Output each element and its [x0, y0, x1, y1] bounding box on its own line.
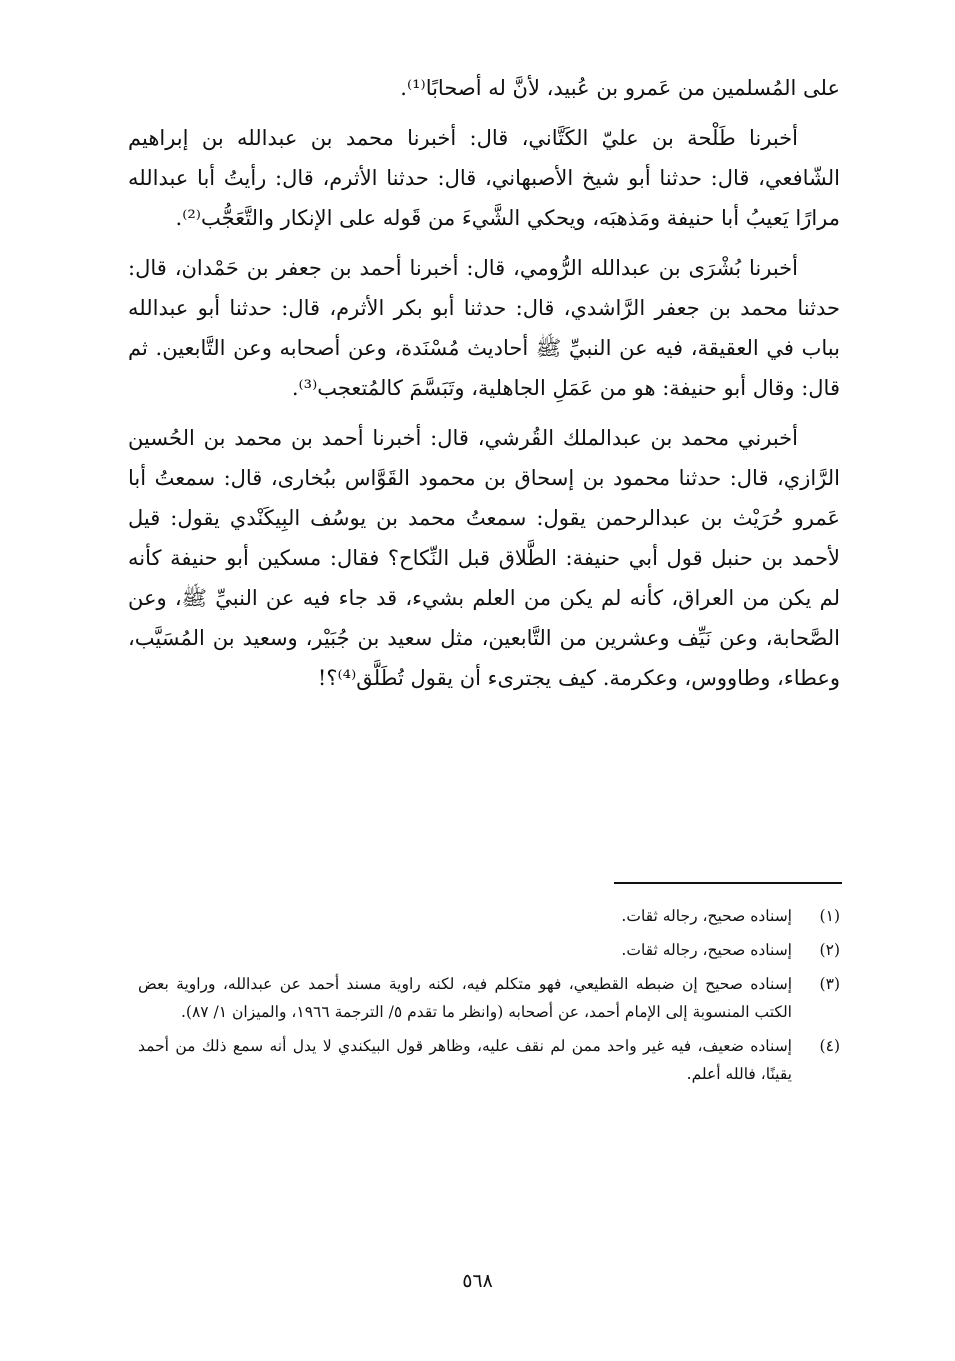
page-number: ٥٦٨ — [462, 1270, 493, 1292]
footnote-text: إسناده صحيح، رجاله ثقات. — [621, 907, 792, 925]
paragraph-qurashi-report: أخبرني محمد بن عبدالملك القُرشي، قال: أخبرنا أحمد بن محمد بن الحُسين الرَّازي، قال: حدثنا محمود بن إسحاق بن محمود القَوَّاس ببُخارى، قال: سمعتُ أبا عَمرو حُرَيْث بن عبدالرحمن يقول: سمعتُ محمد بن يوسُف البِيكَنْدي يقول: قيل لأحمد بن حنبل قول أبي حنيفة: الطَّلاق قبل النِّكاح؟ فقال: مسكين أبو حنيفة كأنه لم يكن من العراق، كأنه لم يكن من العلم بشيء، قد جاء فيه عن النبيِّ ﷺ، وعن الصَّحابة، وعن نَيِّف وعشرين من التَّابعين، مثل سعيد بن جُبَيْر، وسعيد بن المُسَيَّب، وعطاء، وطاووس، وعكرمة. كيف يجترىء أن يقول تُطَلَّق⁽⁴⁾؟! — [128, 426, 840, 690]
footnote-number: (٣) — [819, 975, 840, 993]
footnote-text: إسناده ضعيف، فيه غير واحد ممن لم نقف عليه، وظاهر قول البيكندي لا يدل أنه سمع ذلك من أحمد يقينًا، فالله أعلم. — [138, 1037, 792, 1083]
footnote-number: (٤) — [819, 1037, 840, 1055]
footnote-number: (٢) — [819, 941, 840, 959]
footnote-number: (١) — [819, 907, 840, 925]
main-text-body — [128, 68, 840, 708]
paragraph-talha-report: أخبرنا طَلْحة بن عليّ الكَتَّاني، قال: أخبرنا محمد بن عبدالله بن إبراهيم الشّافعي، قال: حدثنا أبو شيخ الأصبهاني، قال: حدثنا الأثرم، قال: رأيتُ أبا عبدالله مرارًا يَعيبُ أبا حنيفة ومَذهبَه، ويحكي الشَّيءَ من قَوله على الإنكار والتَّعَجُّب⁽²⁾. — [128, 126, 840, 230]
footnotes-section — [138, 902, 840, 1094]
footnote-text: إسناده صحيح إن ضبطه القطيعي، فهو متكلم فيه، لكنه راوية مسند أحمد عن عبدالله، وراوية بعض الكتب المنسوبة إلى الإمام أحمد، عن أصحابه (وانظر ما تقدم ٥/ الترجمة ١٩٦٦، والميزان ١/ ٨٧). — [138, 975, 792, 1021]
footnote-item — [138, 970, 840, 1026]
footnote-text: إسناده صحيح، رجاله ثقات. — [621, 941, 792, 959]
footnote-separator-line — [614, 882, 842, 884]
footnote-item — [138, 902, 840, 930]
paragraph-bushra-report: أخبرنا بُشْرَى بن عبدالله الرُّومي، قال: أخبرنا أحمد بن جعفر بن حَمْدان، قال: حدثنا محمد بن جعفر الرَّاشدي، قال: حدثنا أبو بكر الأثرم، قال: حدثنا أبو عبدالله بباب في العقيقة، فيه عن النبيِّ ﷺ أحاديث مُسْنَدة، وعن أصحابه وعن التَّابعين. ثم قال: وقال أبو حنيفة: هو من عَمَلِ الجاهلية، وتَبَسَّمَ كالمُتعجب⁽³⁾. — [128, 256, 840, 400]
footnote-item — [138, 936, 840, 964]
footnote-item — [138, 1032, 840, 1088]
paragraph-continuation: على المُسلمين من عَمرو بن عُبيد، لأنَّ له أصحابًا⁽¹⁾. — [400, 76, 840, 100]
